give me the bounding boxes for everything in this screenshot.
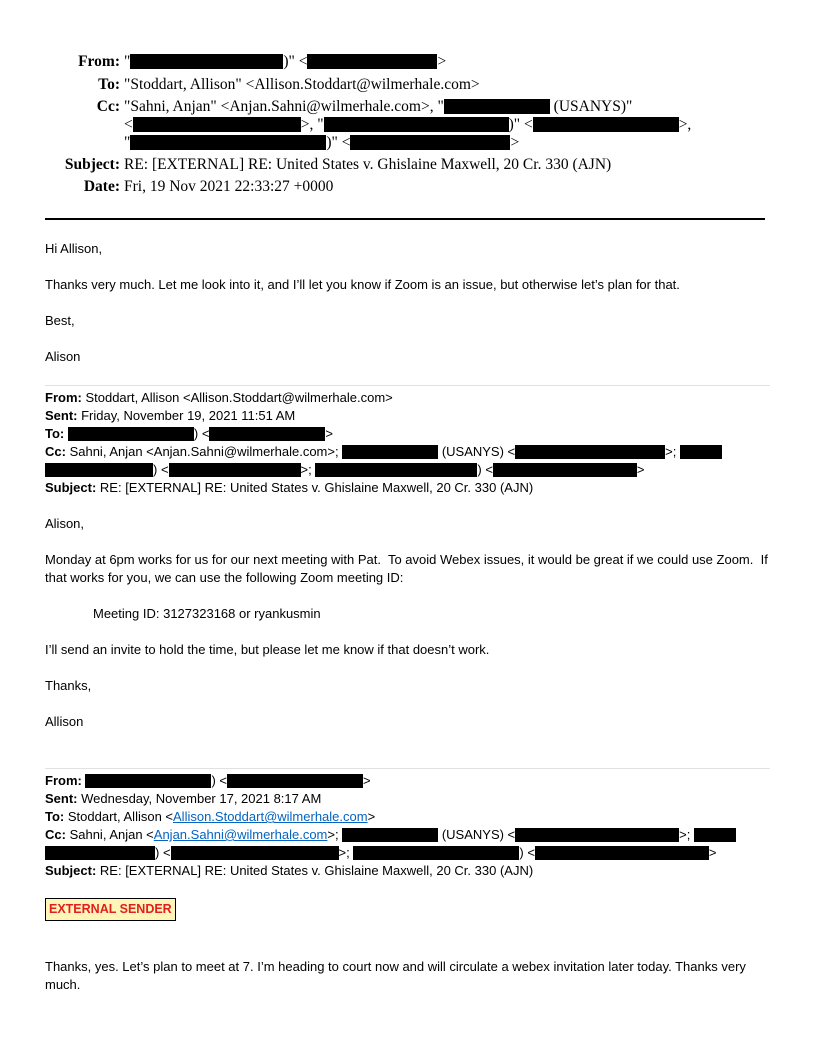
redaction-bar <box>444 99 550 114</box>
external-sender-badge <box>45 898 176 921</box>
quoted-subject-row <box>45 862 533 879</box>
to-label: To: <box>45 426 65 441</box>
redaction-bar <box>209 427 325 441</box>
redaction-bar <box>515 828 679 842</box>
subject-label: Subject: <box>64 156 120 173</box>
quoted-cc-row: Cc: Sahni, Anjan <Anjan.Sahni@wilmerhale.com>; (USANYS) < >; <box>45 826 736 843</box>
from-label: From: <box>45 390 82 405</box>
redaction-bar <box>493 463 637 477</box>
header-cc-row-2: < >, " )" < >, <box>124 116 692 133</box>
subject-label: Subject: <box>45 863 97 878</box>
subject-value: RE: [EXTERNAL] RE: United States v. Ghislaine Maxwell, 20 Cr. 330 (AJN) <box>124 156 612 173</box>
message-body: Thanks very much. Let me look into it, and I’ll let you know if Zoom is an issue, but otherwise let’s plan for that. <box>45 277 680 292</box>
message-separator <box>45 385 770 386</box>
signature: Alison <box>45 349 81 364</box>
header-cc-row-3: " )" < > <box>124 134 520 151</box>
redaction-bar <box>307 54 437 69</box>
redaction-bar <box>85 774 211 788</box>
cc-value: Sahni, Anjan <Anjan.Sahni@wilmerhale.com>; <box>65 444 343 459</box>
from-label: From: <box>78 53 120 70</box>
sent-value: Friday, November 19, 2021 11:51 AM <box>77 408 296 423</box>
from-label: From: <box>45 773 82 788</box>
redaction-bar <box>227 774 363 788</box>
from-value: Stoddart, Allison <Allison.Stoddart@wilmerhale.com> <box>81 390 393 405</box>
redaction-bar <box>130 135 326 150</box>
redaction-bar <box>515 445 665 459</box>
email-link[interactable]: Allison.Stoddart@wilmerhale.com <box>173 809 368 824</box>
quoted-from-row <box>45 389 393 406</box>
date-label: Date: <box>83 178 120 195</box>
to-label: To: <box>98 76 120 93</box>
redaction-bar <box>45 846 155 860</box>
redaction-bar <box>694 828 736 842</box>
quoted-cc-row: Cc: Sahni, Anjan <Anjan.Sahni@wilmerhale.com>; (USANYS) < >; <box>45 443 722 460</box>
message-followup: I’ll send an invite to hold the time, but please let me know if that doesn’t work. <box>45 642 490 657</box>
cc-label: Cc: <box>96 98 120 115</box>
sent-label: Sent: <box>45 408 78 423</box>
sent-label: Sent: <box>45 791 78 806</box>
redaction-bar <box>533 117 679 132</box>
redaction-bar <box>45 463 153 477</box>
quoted-sent-row <box>45 790 321 807</box>
subject-label: Subject: <box>45 480 97 495</box>
cc-value: "Sahni, Anjan" <Anjan.Sahni@wilmerhale.com>, " <box>124 98 444 115</box>
redaction-bar <box>680 445 722 459</box>
sent-value: Wednesday, November 17, 2021 8:17 AM <box>77 791 322 806</box>
quoted-to-row: To: ) < > <box>45 426 334 441</box>
external-sender-label: EXTERNAL SENDER <box>49 902 172 916</box>
redaction-bar <box>130 54 283 69</box>
message-separator <box>45 768 770 769</box>
header-divider <box>45 218 765 220</box>
quoted-sent-row <box>45 407 295 424</box>
redaction-bar <box>169 463 301 477</box>
closing: Thanks, <box>45 678 92 693</box>
redaction-bar <box>350 135 510 150</box>
greeting: Hi Allison, <box>45 241 103 256</box>
redaction-bar <box>535 846 709 860</box>
redaction-bar <box>353 846 519 860</box>
subject-value: RE: [EXTERNAL] RE: United States v. Ghislaine Maxwell, 20 Cr. 330 (AJN) <box>96 863 534 878</box>
redaction-bar <box>171 846 339 860</box>
closing: Best, <box>45 313 75 328</box>
redaction-bar <box>68 427 194 441</box>
redaction-bar <box>324 117 509 132</box>
subject-value: RE: [EXTERNAL] RE: United States v. Ghislaine Maxwell, 20 Cr. 330 (AJN) <box>96 480 534 495</box>
to-label: To: <box>45 809 65 824</box>
redaction-bar <box>342 445 438 459</box>
quoted-to-row: To: Stoddart, Allison <Allison.Stoddart@wilmerhale.com> <box>45 809 376 824</box>
email-link[interactable]: Anjan.Sahni@wilmerhale.com <box>153 827 328 842</box>
greeting: Alison, <box>45 516 85 531</box>
redaction-bar <box>133 117 301 132</box>
redaction-bar <box>342 828 438 842</box>
redaction-bar <box>315 463 477 477</box>
message-body: Monday at 6pm works for us for our next meeting with Pat. To avoid Webex issues, it would be great if we could use Zoom. If that works for you, we can use the following Zoom meeting ID: <box>45 552 768 585</box>
to-value: "Stoddart, Allison" <Allison.Stoddart@wilmerhale.com> <box>124 76 480 93</box>
quoted-cc-row-2: ) < >; ) < > <box>45 844 717 861</box>
quoted-subject-row <box>45 479 533 496</box>
date-value: Fri, 19 Nov 2021 22:33:27 +0000 <box>124 178 334 195</box>
meeting-id: Meeting ID: 3127323168 or ryankusmin <box>93 606 321 621</box>
quoted-cc-row-2: ) < >; ) < > <box>45 461 645 478</box>
cc-label: Cc: <box>45 444 66 459</box>
signature: Allison <box>45 714 84 729</box>
message-body: Thanks, yes. Let’s plan to meet at 7. I’m heading to court now and will circulate a webex invitation later today. Thanks very much. <box>45 959 746 992</box>
quoted-from-row: From: ) < > <box>45 773 371 788</box>
cc-label: Cc: <box>45 827 66 842</box>
